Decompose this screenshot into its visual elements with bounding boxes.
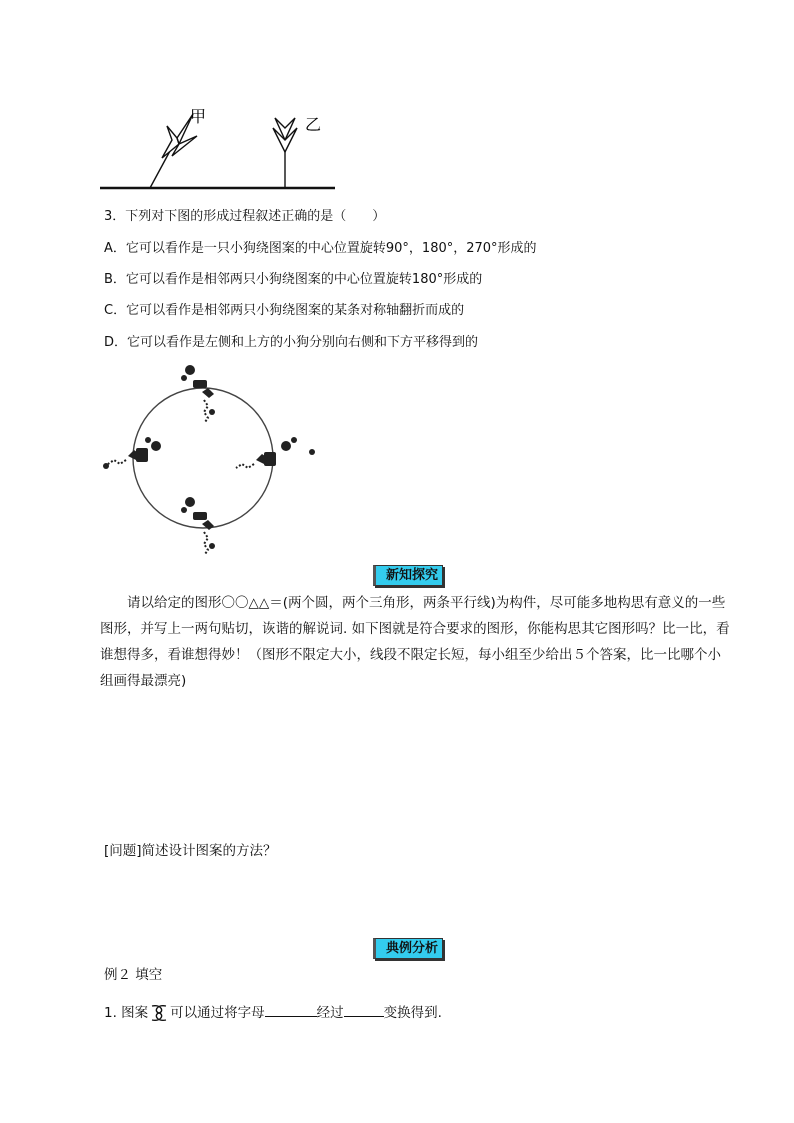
option-c: C．它可以看作是相邻两只小狗绕图案的某条对称轴翻折而成的 bbox=[104, 303, 465, 318]
pattern-glyph-icon bbox=[148, 1002, 170, 1024]
section-heading-new-knowledge: 新知探究 bbox=[373, 565, 443, 586]
item1-mid1: 可以通过将字母 bbox=[170, 1005, 265, 1021]
problem-question: [问题]简述设计图案的方法？ bbox=[104, 843, 277, 859]
option-a: A．它可以看作是一只小狗绕图案的中心位置旋转90°，180°，270°形成的 bbox=[104, 241, 537, 256]
task-paragraph: 请以给定的图形〇〇△△＝(两个圆，两个三角形，两条平行线)为构件，尽可能多地构思有意义的一些图形，并写上一两句贴切，诙谐的解说词. 如下图就是符合要求的图形，你能构思其它图形吗？比一比，看谁想得多，看谁想得妙！（图形不限定大小，线段不限定长短，每小组至少给出５个答案，比一比哪个小组画得最漂亮) bbox=[100, 595, 730, 689]
blank-transform[interactable] bbox=[344, 1002, 384, 1017]
option-d: D．它可以看作是左侧和上方的小狗分别向右侧和下方平移得到的 bbox=[104, 335, 479, 350]
option-b: B．它可以看作是相邻两只小狗绕图案的中心位置旋转180°形成的 bbox=[104, 272, 483, 287]
arrow-figure bbox=[95, 100, 345, 195]
section-heading-example: 典例分析 bbox=[373, 938, 443, 959]
item1-mid2: 经过 bbox=[316, 1005, 344, 1021]
dog-icon-left bbox=[103, 437, 161, 469]
item1-suffix: 变换得到. bbox=[383, 1005, 442, 1021]
dog-icon-right bbox=[236, 437, 315, 468]
item1-prefix: 1. 图案 bbox=[104, 1005, 149, 1021]
blank-letter[interactable] bbox=[265, 1002, 317, 1017]
question-3-stem: 3．下列对下图的形成过程叙述正确的是（ ） bbox=[104, 209, 386, 224]
arrow-yi bbox=[273, 118, 297, 188]
example-item-1 bbox=[104, 1002, 442, 1024]
example-title: 例２ 填空 bbox=[104, 967, 163, 983]
label-yi: 乙 bbox=[305, 115, 322, 134]
dog-icon-top bbox=[181, 365, 215, 422]
dog-circle-figure bbox=[98, 356, 323, 561]
label-jia: 甲 bbox=[190, 107, 207, 126]
